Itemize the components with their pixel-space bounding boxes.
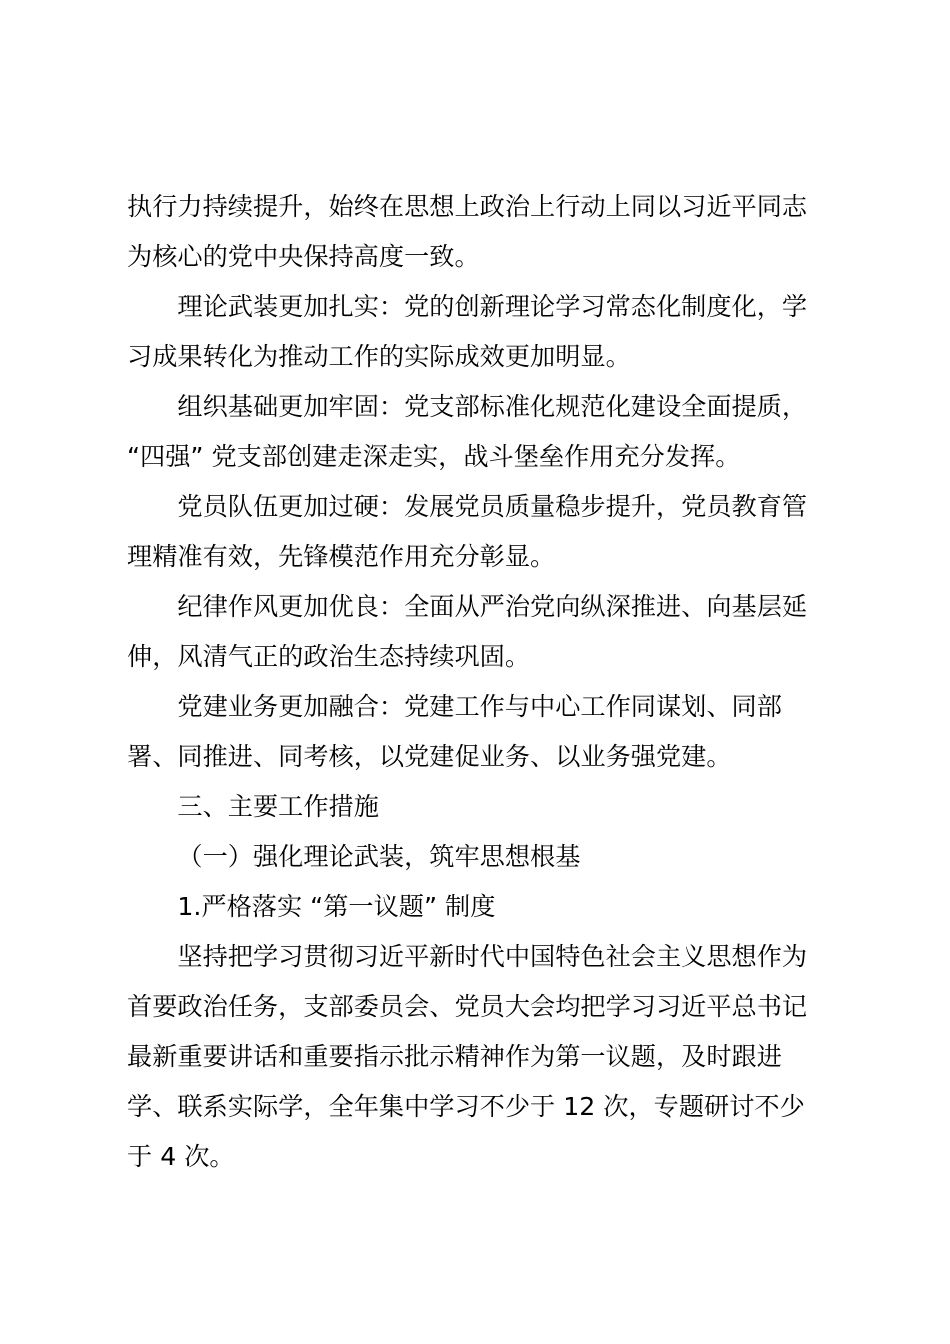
- text-line: 习成果转化为推动工作的实际成效更加明显。: [127, 342, 631, 371]
- paragraph-integration-goal: [127, 682, 833, 782]
- paragraph-members-goal: [127, 482, 833, 582]
- paragraph-continuation: [127, 182, 833, 282]
- section-heading: [127, 782, 833, 832]
- text-line: 党员队伍更加过硬：发展党员质量稳步提升，党员教育管: [177, 492, 808, 521]
- heading-text: （一）强化理论武装，筑牢思想根基: [177, 842, 581, 871]
- item-heading: [127, 882, 833, 932]
- paragraph-organization-goal: [127, 382, 833, 482]
- text-line: 于 4 次。: [127, 1142, 235, 1171]
- text-line: “四强” 党支部创建走深走实，战斗堡垒作用充分发挥。: [127, 442, 741, 471]
- document-page: [127, 182, 833, 1182]
- text-line: 理精准有效，先锋模范作用充分彰显。: [127, 542, 556, 571]
- text-line: 学、联系实际学，全年集中学习不少于 12 次，专题研讨不少: [127, 1092, 805, 1121]
- subsection-heading: [127, 832, 833, 882]
- text-line: 坚持把学习贯彻习近平新时代中国特色社会主义思想作为: [177, 942, 808, 971]
- text-line: 执行力持续提升，始终在思想上政治上行动上同以习近平同志: [127, 192, 808, 221]
- text-line: 署、同推进、同考核，以党建促业务、以业务强党建。: [127, 742, 732, 771]
- text-line: 纪律作风更加优良：全面从严治党向纵深推进、向基层延: [177, 592, 808, 621]
- text-line: 理论武装更加扎实：党的创新理论学习常态化制度化，学: [177, 292, 808, 321]
- text-line: 党建业务更加融合：党建工作与中心工作同谋划、同部: [177, 692, 782, 721]
- text-line: 为核心的党中央保持高度一致。: [127, 242, 480, 271]
- paragraph-discipline-goal: [127, 582, 833, 682]
- text-line: 伸，风清气正的政治生态持续巩固。: [127, 642, 530, 671]
- paragraph-theory-goal: [127, 282, 833, 382]
- paragraph-first-topic-system: [127, 932, 833, 1182]
- heading-text: 三、主要工作措施: [177, 792, 379, 821]
- text-line: 最新重要讲话和重要指示批示精神作为第一议题，及时跟进: [127, 1042, 782, 1071]
- text-line: 组织基础更加牢固：党支部标准化规范化建设全面提质，: [177, 392, 808, 421]
- heading-text: 1.严格落实 “第一议题” 制度: [177, 892, 496, 921]
- text-line: 首要政治任务，支部委员会、党员大会均把学习习近平总书记: [127, 992, 808, 1021]
